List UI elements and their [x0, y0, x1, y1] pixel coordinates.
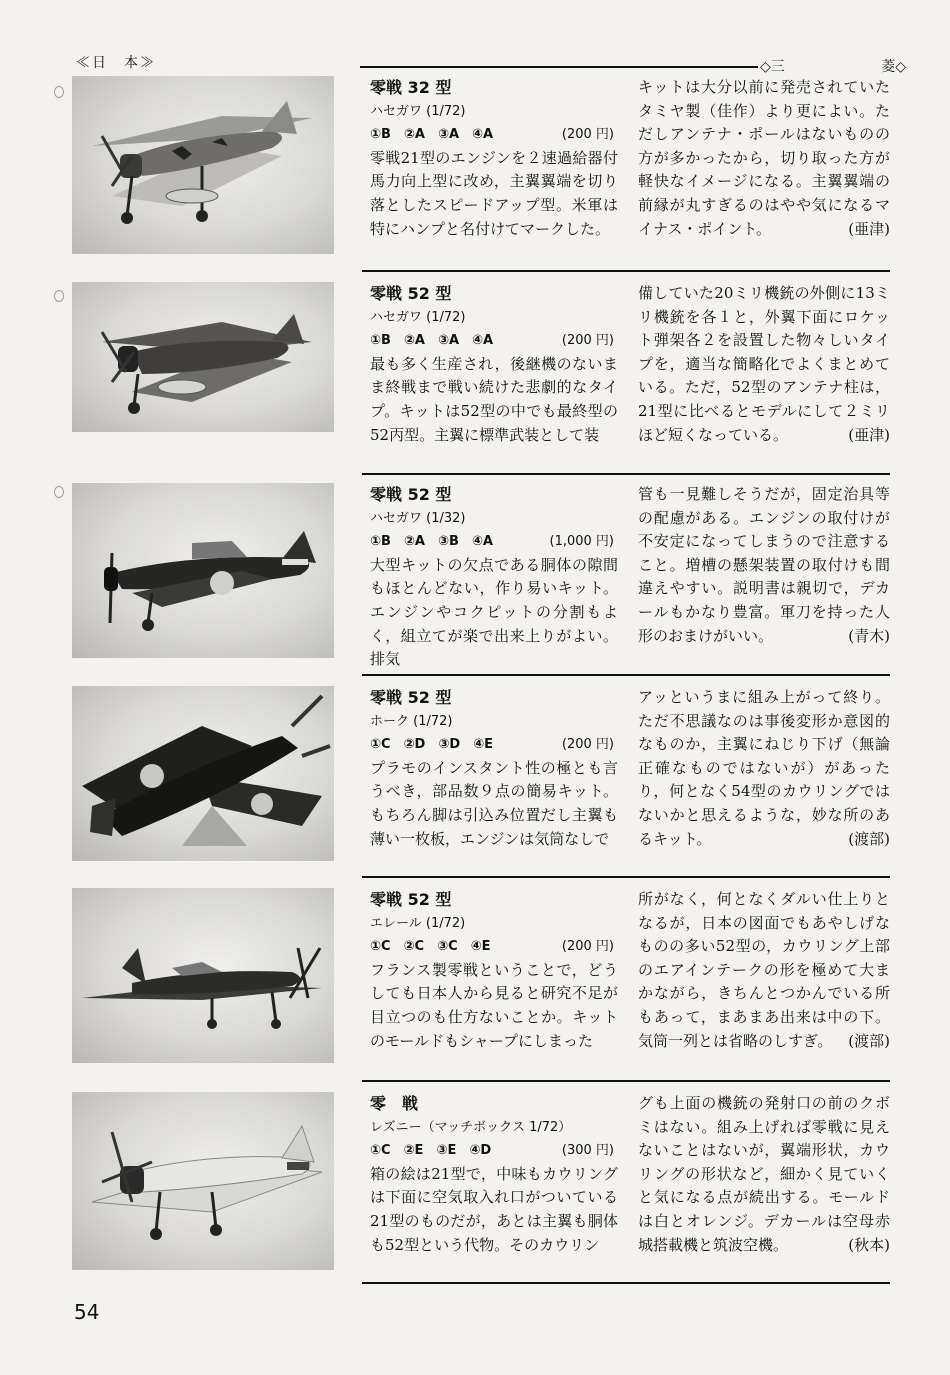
kit-price: (200 円): [561, 737, 614, 753]
reviewer-signature: (渡部): [848, 829, 890, 848]
review-text: [638, 686, 890, 851]
manufacturer-label: [760, 56, 906, 76]
review-text: 最も多く生産され，後継機のないまま終戦まで戦い続けた悲劇的なタイプ。キットは52型の中でも最終型の52丙型。主翼に標準武装として装: [370, 354, 618, 444]
kit-maker: ホーク (1/72): [370, 713, 453, 729]
review-text: プラモのインスタント性の極とも言うべき，部品数９点の簡易キット。もちろん脚は引込み位置だし主翼も薄い一枚板，エンジンは気筒なしで: [370, 758, 618, 848]
manufacturer-label-b: 菱◇: [881, 59, 906, 75]
review-column-left: [370, 686, 618, 851]
kit-title: 零戦 32 型: [370, 78, 452, 97]
kit-title: 零戦 52 型: [370, 688, 452, 707]
kit-title: 零 戦: [370, 1094, 419, 1113]
review-column-right: [638, 888, 890, 1053]
reviewer-signature: (渡部): [848, 1031, 890, 1050]
zero-fighter-photo-icon: [72, 888, 334, 1063]
binder-hole: [54, 86, 64, 98]
model-photo: [72, 888, 334, 1063]
rating-grades: ①C ②D ③D ④E: [370, 737, 494, 753]
review-text: [638, 888, 890, 1053]
entry-divider: [362, 876, 890, 878]
review-text: [638, 483, 890, 648]
review-column-left: [370, 1092, 618, 1257]
review-column-left: [370, 888, 618, 1053]
review-text-continued: 所がなく，何となくダルい仕上りとなるが，日本の図面でもあやしげなものの多い52型の，カウリング上部のエアインテークの形を極めて大まかながら，きちんとつかんでいる所もあって，まあまあ出来は中の下。気筒一列とは省略のしすぎ。: [638, 890, 890, 1050]
model-photo: [72, 76, 334, 254]
zero-fighter-photo-icon: [72, 686, 334, 861]
review-column-right: [638, 483, 890, 648]
zero-fighter-photo-icon: [72, 282, 334, 432]
review-text-wrap: [638, 76, 890, 241]
kit-price: (200 円): [561, 939, 614, 955]
kit-price: (200 円): [561, 127, 614, 143]
manufacturer-label-a: ◇三: [760, 59, 785, 75]
kit-maker: ハセガワ (1/72): [370, 103, 466, 119]
kit-price: (1,000 円): [549, 534, 614, 550]
entry-divider: [362, 674, 890, 676]
review-column-right: [638, 76, 890, 241]
rating-grades: ①B ②A ③A ④A: [370, 127, 494, 143]
kit-maker: ハセガワ (1/32): [370, 510, 466, 526]
header-rule: [360, 66, 758, 68]
reviewer-signature: (亜津): [848, 425, 890, 444]
kit-maker: エレール (1/72): [370, 915, 466, 931]
review-text-continued: アッというまに組み上がって終り。ただ不思議なのは事後変形か意図的なものか，主翼にねじり下げ（無論正確なものではないが）があったり，何となく54型のカウリングではないかと思えるような，妙な所のあるキット。: [638, 688, 890, 848]
review-column-left: [370, 76, 618, 241]
model-photo: [72, 686, 334, 861]
kit-maker: レズニー（マッチボックス 1/72）: [370, 1119, 572, 1135]
kit-ratings: [370, 733, 618, 757]
reviewer-signature: (秋本): [848, 1235, 890, 1254]
rating-grades: ①C ②C ③C ④E: [370, 939, 491, 955]
review-text: 零戦21型のエンジンを２速過給器付馬力向上型に改め，主翼翼端を切り落としたスピードアップ型。米軍は特にハンプと名付けてマークした。: [370, 148, 618, 238]
rating-grades: ①B ②A ③B ④A: [370, 534, 493, 550]
model-photo: [72, 1092, 334, 1270]
review-text: [638, 282, 890, 447]
reviewer-signature: (亜津): [848, 219, 890, 238]
zero-fighter-photo-icon: [72, 483, 334, 658]
review-text: [638, 1092, 890, 1257]
review-text-continued: 備していた20ミリ機銃の外側に13ミリ機銃を各１と，外翼下面にロケット弾架各２を設置した物々しいタイプを，適当な簡略化でよくまとめている。ただ，52型のアンテナ柱は，21型に比べるとモデルにして２ミリほど短くなっている。: [638, 284, 890, 444]
binder-hole: [54, 290, 64, 302]
kit-price: (300 円): [561, 1143, 614, 1159]
review-text-continued: キットは大分以前に発売されていたタミヤ製（佳作）より更によい。ただしアンテナ・ポールはないものの方が多かったから，切り取った方が軽快なイメージになる。主翼翼端の前縁が丸すぎるのはやや気になるマイナス・ポイント。: [638, 78, 890, 238]
rating-grades: ①B ②A ③A ④A: [370, 333, 494, 349]
kit-ratings: [370, 935, 618, 959]
review-text: [638, 76, 890, 241]
entry-divider: [362, 1282, 890, 1284]
review-column-left: [370, 483, 618, 672]
review-text-continued: 管も一見難しそうだが，固定治具等の配慮がある。エンジンの取付けが不安定になってしまうので注意すること。増槽の懸架装置の取付けも間違えやすい。説明書は親切で，デカールもかなり豊富。軍刀を持った人形のおまけがいい。: [638, 485, 890, 645]
review-text: 大型キットの欠点である胴体の隙間もほとんどない，作り易いキット。エンジンやコクピットの分割もよく，組立てが楽で出来上りがよい。排気: [370, 555, 618, 669]
kit-title: 零戦 52 型: [370, 284, 452, 303]
zero-fighter-photo-icon: [72, 76, 334, 254]
kit-title: 零戦 52 型: [370, 485, 452, 504]
kit-ratings: [370, 329, 618, 353]
section-label: ≪日 本≫: [76, 55, 156, 71]
review-column-right: [638, 686, 890, 851]
reviewer-signature: (青木): [848, 626, 890, 645]
kit-ratings: [370, 1139, 618, 1163]
entry-divider: [362, 473, 890, 475]
rating-grades: ①C ②E ③E ④D: [370, 1143, 492, 1159]
kit-ratings: [370, 530, 618, 554]
page-number: 54: [74, 1300, 100, 1324]
review-column-right: [638, 1092, 890, 1257]
model-photo: [72, 483, 334, 658]
binder-hole: [54, 486, 64, 498]
review-text: フランス製零戦ということで，どうしても日本人から見ると研究不足が目立つのも仕方ないことか。キットのモールドもシャープにしまった: [370, 960, 618, 1050]
kit-ratings: [370, 123, 618, 147]
model-photo: [72, 282, 334, 432]
review-text-continued: グも上面の機銃の発射口の前のクボミはない。組み上げれば零戦に見えないことはないが，翼端形状，カウリングの形状など，細かく見ていくと気になる点が続出する。モールドは白とオレンジ。デカールは空母赤城搭載機と筑波空機。: [638, 1094, 890, 1254]
kit-title: 零戦 52 型: [370, 890, 452, 909]
zero-fighter-photo-icon: [72, 1092, 334, 1270]
review-column-left: [370, 282, 618, 447]
entry-divider: [362, 270, 890, 272]
kit-price: (200 円): [561, 333, 614, 349]
entry-divider: [362, 1080, 890, 1082]
review-text: 箱の絵は21型で，中味もカウリングは下面に空気取入れ口がついている21型のものだが，あとは主翼も胴体も52型という代物。そのカウリン: [370, 1164, 618, 1254]
kit-maker: ハセガワ (1/72): [370, 309, 466, 325]
review-column-right: [638, 282, 890, 447]
